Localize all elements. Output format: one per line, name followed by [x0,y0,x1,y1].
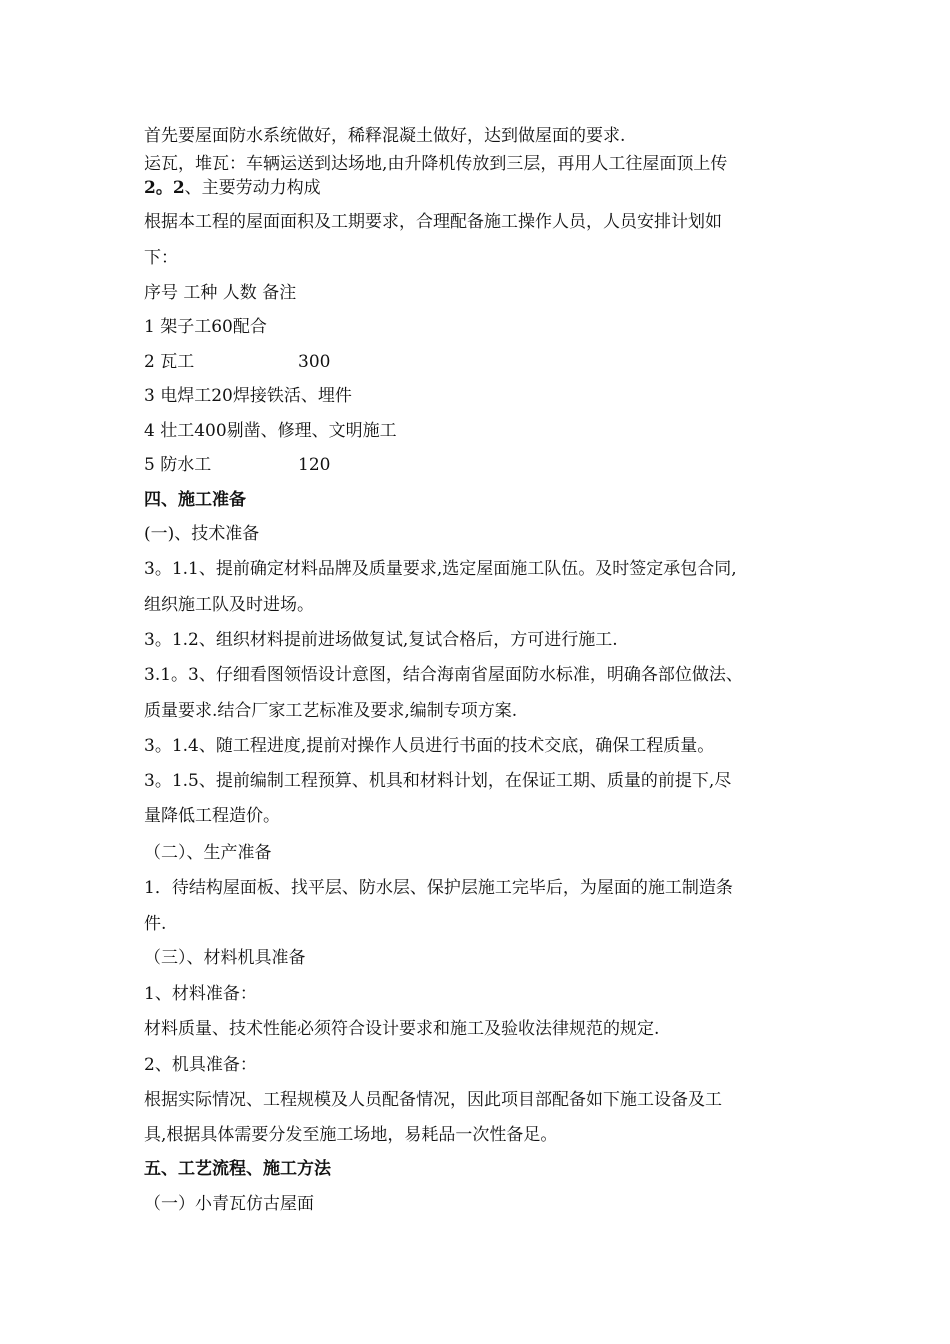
table-header: 序号 工种 人数 备注 [144,283,297,303]
subsection-heading: （一）小青瓦仿古屋面 [144,1194,314,1214]
text-line: 件. [144,914,167,934]
text-line: 下： [144,248,178,268]
text-line: 根据实际情况、工程规模及人员配备情况，因此项目部配备如下施工设备及工 [144,1090,722,1110]
table-row: 3 电焊工20焊接铁活、埋件 [144,386,352,406]
text-line: 3。1.2、组织材料提前进场做复试,复试合格后，方可进行施工. [144,630,618,650]
text-line: 运瓦，堆瓦：车辆运送到达场地,由升降机传放到三层，再用人工往屋面顶上传 [144,154,728,174]
table-row [144,455,544,475]
text-line: 3。1.5、提前编制工程预算、机具和材料计划，在保证工期、质量的前提下,尽 [144,771,732,791]
text-line: 3。1.4、随工程进度,提前对操作人员进行书面的技术交底，确保工程质量。 [144,736,715,756]
text-line: 材料质量、技术性能必须符合设计要求和施工及验收法律规范的规定. [144,1019,660,1039]
table-row [144,352,544,372]
text-line: 首先要屋面防水系统做好，稀释混凝土做好，达到做屋面的要求. [144,126,626,146]
table-row: 1 架子工60配合 [144,317,267,337]
section-heading: 四、施工准备 [144,490,246,510]
table-row: 4 壮工400剔凿、修理、文明施工 [144,421,397,441]
table-cell-label: 5 防水工 [144,455,212,475]
text-line: 具,根据具体需要分发至施工场地，易耗品一次性备足。 [144,1125,558,1145]
text-line: 量降低工程造价。 [144,806,280,826]
subsection-heading: （三）、材料机具准备 [144,948,306,968]
text-line: 2、机具准备： [144,1055,257,1075]
table-cell-number: 300 [298,352,331,372]
heading-number: 2。2 [144,178,185,198]
text-line: 质量要求.结合厂家工艺标准及要求,编制专项方案. [144,701,518,721]
table-cell-number: 120 [298,455,331,475]
heading-text: 、主要劳动力构成 [184,178,321,198]
text-line: 根据本工程的屋面面积及工期要求，合理配备施工操作人员，人员安排计划如 [144,212,722,232]
section-heading [144,178,321,198]
subsection-heading: （二）、生产准备 [144,843,272,863]
text-line: 组织施工队及时进场。 [144,595,314,615]
text-line: 1．待结构屋面板、找平层、防水层、保护层施工完毕后，为屋面的施工制造条 [144,878,733,898]
text-line: 3。1.1、提前确定材料品牌及质量要求,选定屋面施工队伍。及时签定承包合同, [144,559,737,579]
table-cell-label: 2 瓦工 [144,352,195,372]
section-heading: 五、工艺流程、施工方法 [144,1159,331,1179]
text-line: 3.1。3、仔细看图领悟设计意图，结合海南省屋面防水标准，明确各部位做法、 [144,665,743,685]
subsection-heading: (一)、技术准备 [144,524,260,544]
text-line: 1、材料准备： [144,984,257,1004]
